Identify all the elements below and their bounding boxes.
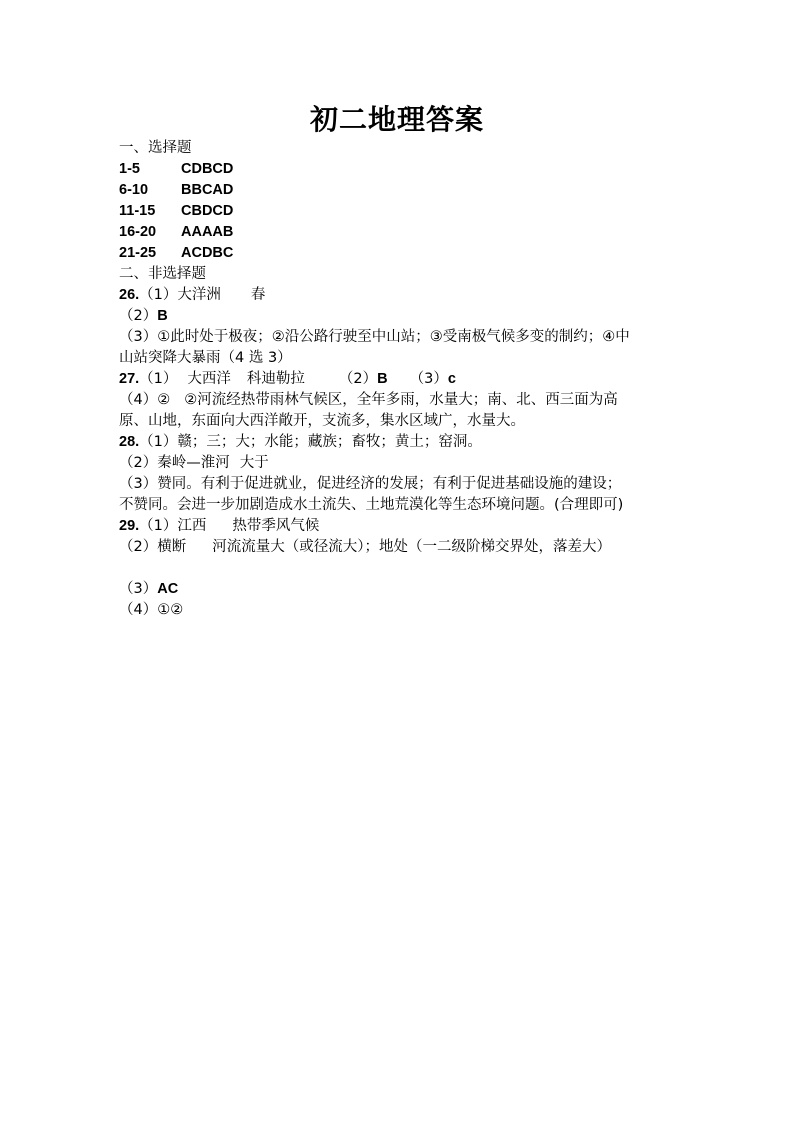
q28-part2 xyxy=(119,453,699,474)
answer-text: 横断 xyxy=(157,539,187,555)
choice-range: 16-20 xyxy=(119,224,157,240)
part-label: （1） xyxy=(139,518,178,534)
choice-answers: CDBCD xyxy=(181,161,234,177)
choice-range: 11-15 xyxy=(119,203,156,219)
answer-text: ①② xyxy=(157,602,184,618)
answer-text: 江西 xyxy=(177,518,207,534)
part-label: （3） xyxy=(119,476,158,492)
part-label: （3） xyxy=(409,371,448,387)
question-number: 27. xyxy=(119,371,140,387)
choice-row xyxy=(119,222,699,243)
answer-text: AC xyxy=(157,581,179,597)
part-label: （2） xyxy=(338,371,378,387)
answer-text: B xyxy=(377,371,388,387)
section-heading-nonchoice: 二、非选择题 xyxy=(119,266,206,282)
q29-part3 xyxy=(119,579,699,600)
question-number: 29. xyxy=(119,518,140,534)
choice-row xyxy=(119,243,699,264)
q27-part4-cont: 原、山地，东面向大西洋敞开，支流多，集水区域广，水量大。 xyxy=(119,413,525,429)
answer-text: c xyxy=(447,371,456,387)
question-number: 26. xyxy=(119,287,140,303)
part-label: （2） xyxy=(119,308,158,324)
answer-content xyxy=(119,138,699,621)
answer-text: 赣；三；大；水能；藏族；畜牧；黄土；窑洞。 xyxy=(177,434,482,450)
answer-text: ② xyxy=(157,392,171,408)
part-label: （2） xyxy=(119,539,158,555)
choice-row xyxy=(119,180,699,201)
answer-text: 春 xyxy=(250,287,266,303)
part-label: （4） xyxy=(119,602,158,618)
part-label: （3） xyxy=(119,581,158,597)
answer-text: 科迪勒拉 xyxy=(246,371,305,387)
answer-text: 大西洋 xyxy=(187,371,231,387)
q29-part1 xyxy=(119,516,699,537)
answer-text: 大于 xyxy=(239,455,269,471)
q26-part1 xyxy=(119,285,699,306)
choice-answers: BBCAD xyxy=(181,182,234,198)
answer-text: 河流流量大（或径流大）；地处（一二级阶梯交界处，落差大） xyxy=(212,539,611,555)
part-label: （3） xyxy=(119,329,158,345)
part-label: （2） xyxy=(119,455,158,471)
answer-text: ①此时处于极夜；②沿公路行驶至中山站；③受南极气候多变的制约；④中 xyxy=(157,329,630,345)
answer-text: 赞同。有利于促进就业，促进经济的发展；有利于促进基础设施的建设； xyxy=(157,476,622,492)
answer-text: ②河流经热带雨林气候区，全年多雨，水量大；南、北、西三面为高 xyxy=(184,392,618,408)
answer-text: 大洋洲 xyxy=(177,287,221,303)
answer-text: B xyxy=(157,308,168,324)
choice-answers: ACDBC xyxy=(181,245,234,261)
q26-part2 xyxy=(119,306,699,327)
q26-part3-cont: 山站突降大暴雨（4 选 3） xyxy=(119,350,292,366)
part-label: （1） xyxy=(139,434,178,450)
q26-part3 xyxy=(119,327,699,348)
choice-answers: AAAAB xyxy=(181,224,234,240)
part-label: （1） xyxy=(139,287,178,303)
answer-text: 热带季风气候 xyxy=(232,518,320,534)
part-label: （4） xyxy=(119,392,158,408)
blank-line xyxy=(119,558,699,579)
q28-part3 xyxy=(119,474,699,495)
section-heading-choice: 一、选择题 xyxy=(119,140,192,156)
q28-part3-cont: 不赞同。会进一步加剧造成水土流失、土地荒漠化等生态环境问题。(合理即可) xyxy=(119,497,624,513)
q27-part1 xyxy=(119,369,699,390)
choice-range: 1-5 xyxy=(119,161,140,177)
part-label: （1） xyxy=(139,371,178,387)
page-title: 初二地理答案 xyxy=(309,103,484,136)
choice-row xyxy=(119,159,699,180)
q28-part1 xyxy=(119,432,699,453)
answer-text: 秦岭—淮河 xyxy=(157,455,230,471)
choice-range: 6-10 xyxy=(119,182,149,198)
choice-range: 21-25 xyxy=(119,245,157,261)
choice-answers: CBDCD xyxy=(181,203,234,219)
q29-part4 xyxy=(119,600,699,621)
q27-part4 xyxy=(119,390,699,411)
question-number: 28. xyxy=(119,434,140,450)
choice-row xyxy=(119,201,699,222)
q29-part2 xyxy=(119,537,699,558)
